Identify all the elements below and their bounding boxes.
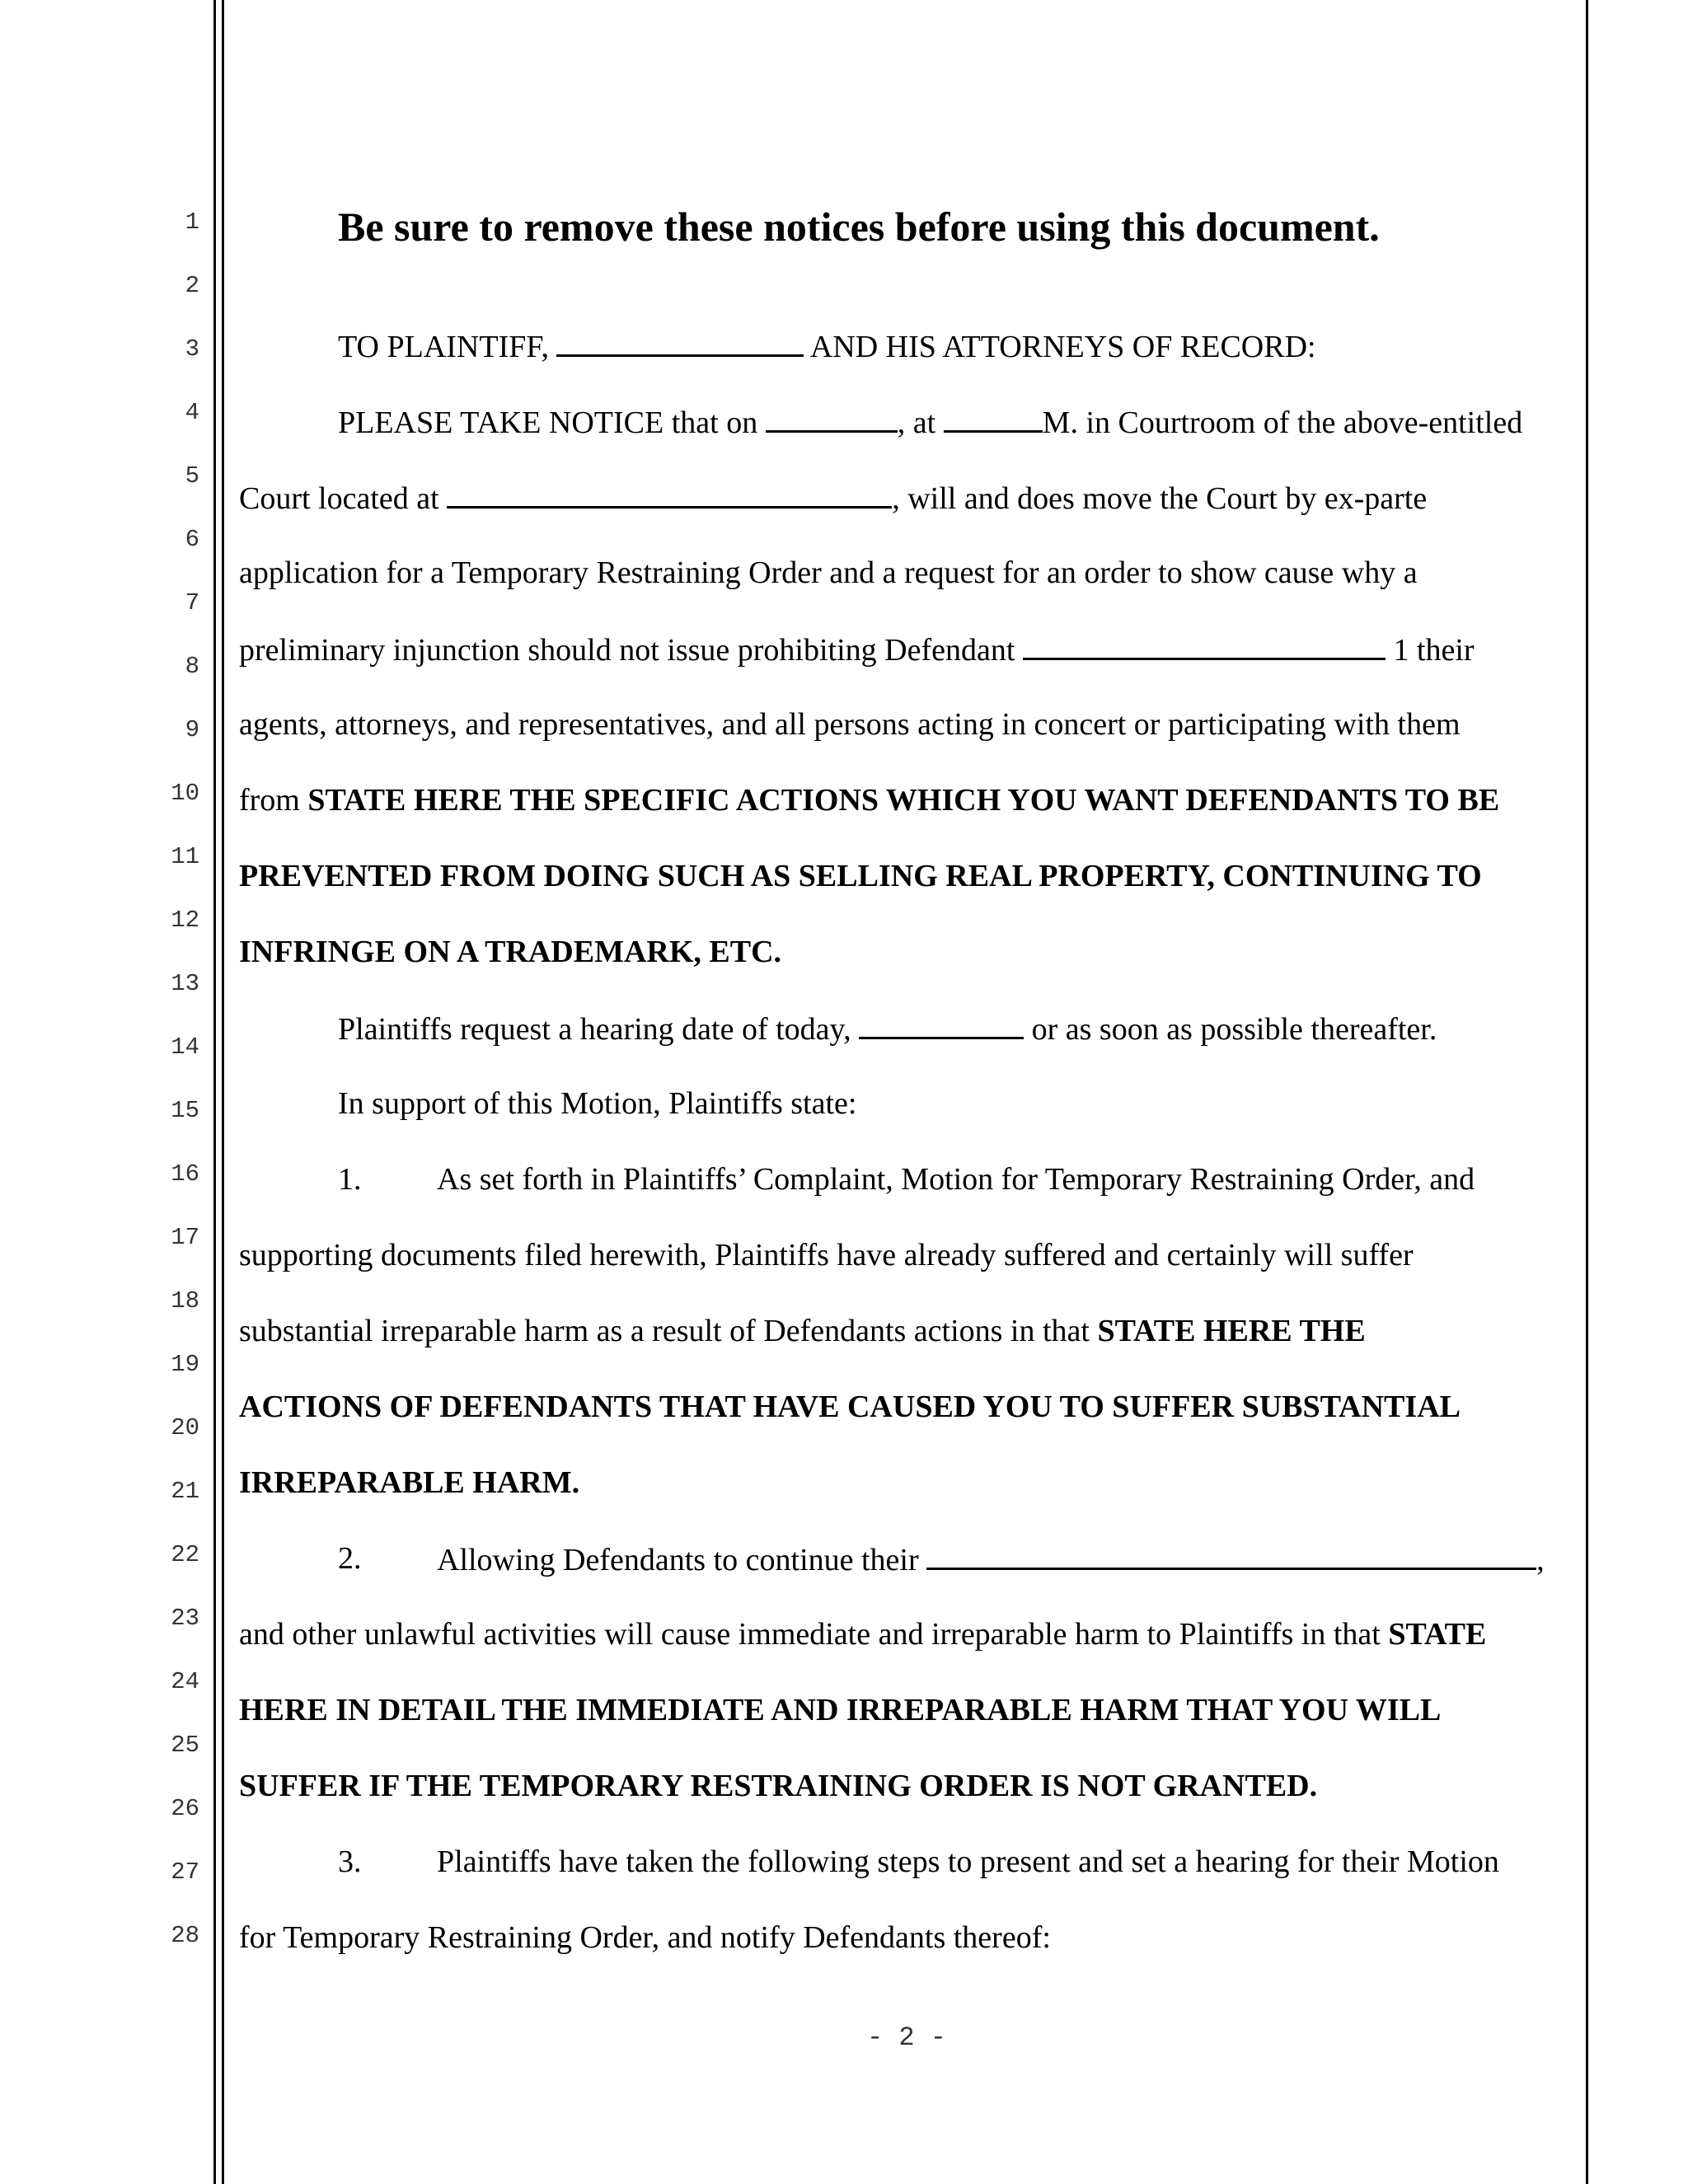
instruction-text: INFRINGE ON A TRADEMARK, ETC. <box>239 935 782 969</box>
court-location-line <box>239 481 1427 514</box>
body-line: Plaintiffs have taken the following steps to present and set a hearing for their Motion <box>437 1844 1499 1879</box>
court-address-blank[interactable] <box>447 481 892 509</box>
line-number: 3 <box>185 335 199 363</box>
text-segment: or as soon as possible thereafter. <box>1031 1012 1437 1047</box>
line-number: 18 <box>171 1287 199 1315</box>
date-blank[interactable] <box>766 405 898 433</box>
line-number: 13 <box>171 970 199 997</box>
line-number: 19 <box>171 1351 199 1378</box>
time-blank[interactable] <box>944 405 1043 433</box>
instruction-text: HERE IN DETAIL THE IMMEDIATE AND IRREPARABLE HARM THAT YOU WILL <box>239 1693 1442 1727</box>
line-number: 27 <box>171 1858 199 1886</box>
instruction-text: SUFFER IF THE TEMPORARY RESTRAINING ORDER IS NOT GRANTED. <box>239 1769 1318 1803</box>
removal-notice: Be sure to remove these notices before using this document. <box>338 204 1380 250</box>
line-number: 24 <box>171 1668 199 1695</box>
page-number: - 2 - <box>866 2022 946 2053</box>
instruction-text: STATE HERE THE <box>1097 1314 1366 1348</box>
line-number: 7 <box>185 589 199 616</box>
paragraph-number: 3. <box>338 1844 362 1879</box>
line-number: 25 <box>171 1732 199 1759</box>
body-line: In support of this Motion, Plaintiffs state: <box>338 1086 857 1121</box>
line-number: 6 <box>185 526 199 553</box>
instruction-text: STATE HERE THE SPECIFIC ACTIONS WHICH YOU WANT DEFENDANTS TO BE <box>307 783 1500 818</box>
line-number: 10 <box>171 780 199 807</box>
line-number: 2 <box>185 272 199 299</box>
body-line <box>437 1543 1545 1576</box>
text-segment: TO PLAINTIFF, <box>338 330 549 364</box>
defendant-line <box>239 633 1475 666</box>
body-line <box>239 785 1499 816</box>
text-segment: PLEASE TAKE NOTICE that on <box>338 405 758 440</box>
hearing-date-blank[interactable] <box>859 1012 1024 1039</box>
line-number: 12 <box>171 907 199 934</box>
text-segment: , <box>1536 1543 1545 1577</box>
activities-blank[interactable] <box>926 1543 1536 1570</box>
plaintiff-name-blank[interactable] <box>556 330 804 357</box>
line-number: 26 <box>171 1795 199 1822</box>
text-segment: Allowing Defendants to continue their <box>437 1543 919 1577</box>
body-line: application for a Temporary Restraining Order and a request for an order to show cause why a <box>239 555 1418 590</box>
instruction-text: IRREPARABLE HARM. <box>239 1465 580 1500</box>
body-line: As set forth in Plaintiffs’ Complaint, Motion for Temporary Restraining Order, and <box>437 1162 1475 1197</box>
text-segment: substantial irreparable harm as a result of Defendants actions in that <box>239 1314 1090 1348</box>
left-margin-rule <box>213 0 216 2184</box>
body-line: for Temporary Restraining Order, and notify Defendants thereof: <box>239 1920 1051 1955</box>
text-segment: AND HIS ATTORNEYS OF RECORD: <box>809 330 1316 364</box>
hearing-request-line <box>338 1012 1437 1045</box>
line-number: 17 <box>171 1224 199 1251</box>
line-number: 21 <box>171 1478 199 1505</box>
text-segment: and other unlawful activities will cause immediate and irreparable harm to Plaintiffs in that <box>239 1617 1381 1652</box>
line-number: 20 <box>171 1414 199 1441</box>
instruction-text: ACTIONS OF DEFENDANTS THAT HAVE CAUSED YOU TO SUFFER SUBSTANTIAL <box>239 1390 1461 1424</box>
paragraph-number: 1. <box>338 1162 362 1197</box>
body-line <box>239 1619 1486 1650</box>
instruction-text: PREVENTED FROM DOING SUCH AS SELLING REAL PROPERTY, CONTINUING TO <box>239 859 1482 893</box>
body-line: agents, attorneys, and representatives, and all persons acting in concert or participating with them <box>239 707 1461 742</box>
body-line: supporting documents filed herewith, Plaintiffs have already suffered and certainly will suffer <box>239 1238 1414 1272</box>
line-number: 28 <box>171 1922 199 1949</box>
instruction-text: STATE <box>1388 1617 1487 1652</box>
text-segment: M. in Courtroom of the above-entitled <box>1042 405 1523 440</box>
line-number: 5 <box>185 462 199 490</box>
text-segment: Plaintiffs request a hearing date of today, <box>338 1012 851 1047</box>
text-segment: 1 their <box>1393 633 1475 668</box>
line-number: 14 <box>171 1033 199 1061</box>
defendant-name-blank[interactable] <box>1023 633 1386 660</box>
line-number: 22 <box>171 1541 199 1568</box>
text-segment: , will and does move the Court by ex-parte <box>892 481 1428 516</box>
line-number: 11 <box>171 843 199 870</box>
addressee-line <box>338 330 1316 363</box>
text-segment: from <box>239 783 300 818</box>
notice-line <box>338 405 1522 438</box>
line-number: 15 <box>171 1097 199 1124</box>
line-number: 4 <box>185 399 199 426</box>
text-segment: preliminary injunction should not issue prohibiting Defendant <box>239 633 1015 668</box>
line-number: 9 <box>185 716 199 743</box>
paragraph-number: 2. <box>338 1541 362 1576</box>
body-line <box>239 1315 1366 1347</box>
text-segment: Court located at <box>239 481 439 516</box>
line-number: 8 <box>185 653 199 680</box>
left-margin-rule-inner <box>222 0 224 2184</box>
right-margin-rule <box>1586 0 1588 2184</box>
line-number: 1 <box>185 209 199 236</box>
line-number: 23 <box>171 1605 199 1632</box>
line-number: 16 <box>171 1160 199 1188</box>
text-segment: , at <box>897 405 936 440</box>
